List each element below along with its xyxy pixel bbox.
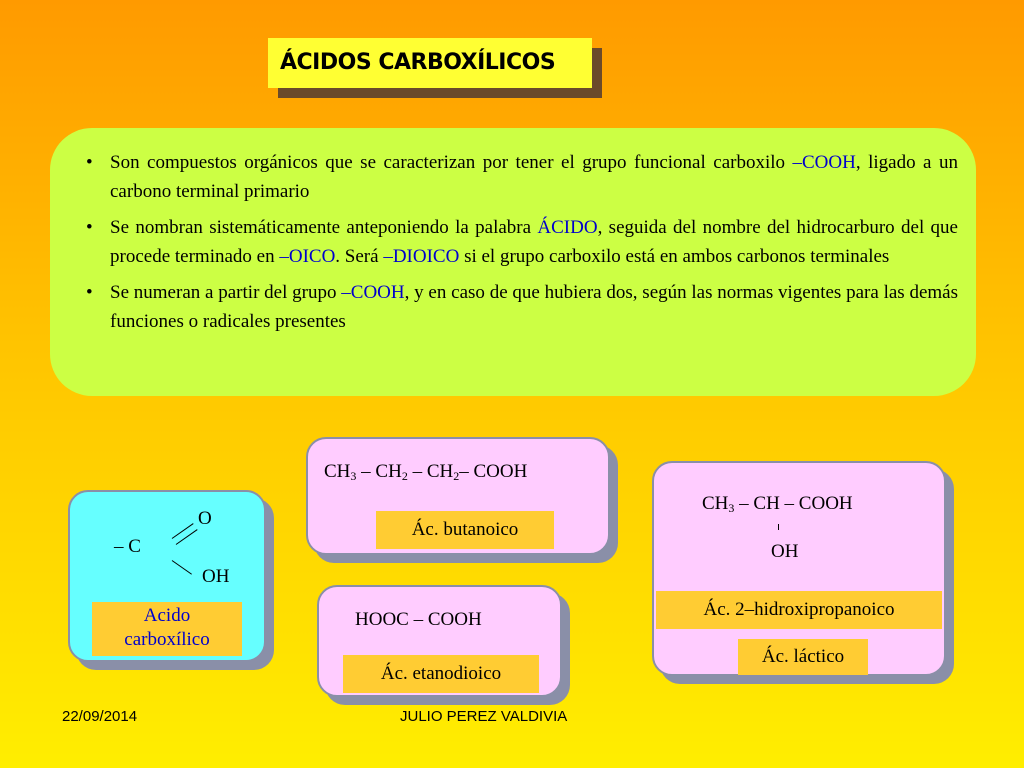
carboxyl-oxygen: O [198, 508, 212, 529]
ethanedioic-label: Ác. etanodioico [343, 655, 539, 693]
carboxyl-hydroxyl: OH [202, 566, 230, 587]
highlight-dioico: –DIOICO [383, 246, 460, 267]
hydroxyl-bond-line [778, 524, 779, 530]
butanoic-formula: $CH_3 - CH_2 - CH_2-$ COOH [324, 461, 528, 483]
highlight-acido: ÁCIDO [537, 217, 598, 238]
lactic-card [652, 461, 946, 676]
slide-title: ÁCIDOS CARBOXÍLICOS [268, 38, 592, 88]
title-container [268, 38, 592, 88]
footer-date: 22/09/2014 [62, 708, 138, 725]
lactic-iupac-label: Ác. 2–hidroxipropanoico [656, 591, 942, 629]
bullet-icon: • [86, 217, 93, 238]
highlight-oico: –OICO [279, 246, 336, 267]
carboxyl-carbon: – C [114, 536, 141, 557]
highlight-cooh: –COOH [341, 282, 405, 303]
ethanedioic-formula: HOOC – COOH [355, 609, 482, 630]
ethanedioic-card [317, 585, 562, 697]
lactic-formula: $CH_3$ – CH – COOH [702, 493, 853, 515]
footer-author: JULIO PEREZ VALDIVIA [400, 708, 568, 725]
bullet-numbering: • Se numeran a partir del grupo –COOH, y en caso de que hubiera dos, según las normas vigentes para las demás funciones o radicales presentes [86, 278, 958, 336]
bullet-naming: • Se nombran sistemáticamente anteponiendo la palabra ÁCIDO, seguida del nombre del hidrocarburo del que procede terminado en –OICO. Será –DIOICO si el grupo carboxilo está en ambos carbonos terminales [86, 213, 958, 271]
butanoic-card [306, 437, 610, 555]
info-panel [50, 128, 976, 396]
lactic-hydroxyl: OH [771, 541, 799, 562]
carboxyl-card [68, 490, 266, 662]
carboxyl-label: Acido carboxílico [92, 602, 242, 656]
bullet-icon: • [86, 282, 93, 303]
butanoic-label: Ác. butanoico [376, 511, 554, 549]
bullet-definition: • Son compuestos orgánicos que se caracterizan por tener el grupo funcional carboxilo –COOH, ligado a un carbono terminal primario [86, 148, 958, 206]
lactic-common-label: Ác. láctico [738, 639, 868, 675]
bullet-icon: • [86, 152, 93, 173]
highlight-cooh: –COOH [792, 152, 856, 173]
